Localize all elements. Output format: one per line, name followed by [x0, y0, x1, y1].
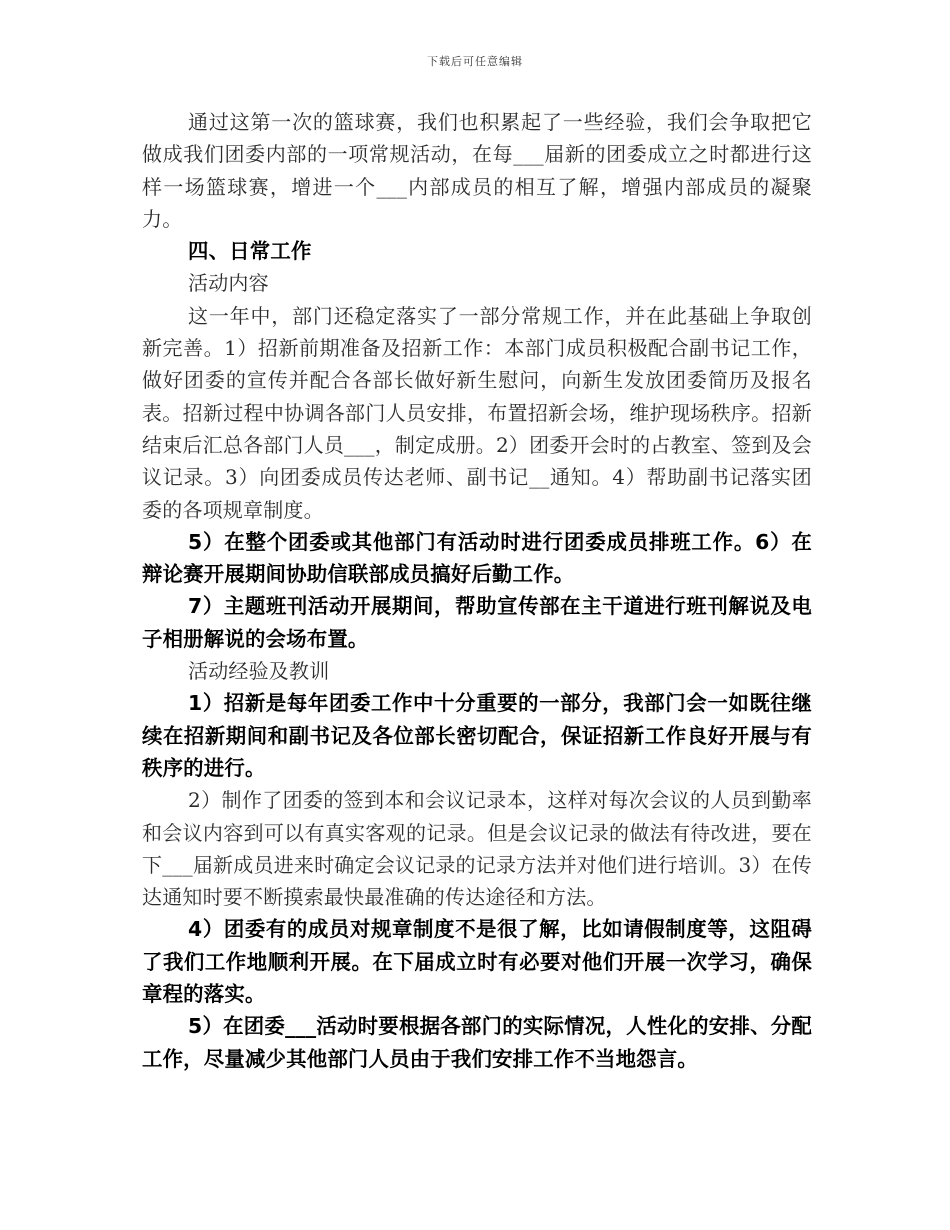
paragraph-rules-study: 4）团委有的成员对规章制度不是很了解，比如请假制度等，这阻碍了我们工作地顺利开展。在下届成立时有必要对他们开展一次学习，确保章程的落实。	[142, 917, 812, 1007]
document-body	[142, 106, 812, 1075]
paragraph-scheduling-logistics: 5）在整个团委或其他部门有活动时进行团委成员排班工作。6）在辩论赛开展期间协助信联部成员搞好后勤工作。	[142, 529, 812, 587]
page-header: 下载后可任意编辑	[427, 55, 523, 68]
paragraph-recruitment-lesson: 1）招新是每年团委工作中十分重要的一部分，我部门会一如既往继续在招新期间和副书记及各位部长密切配合，保证招新工作良好开展与有秩序的进行。	[142, 691, 812, 780]
paragraph-meeting-records: 2）制作了团委的签到本和会议记录本，这样对每次会议的人员到勤率和会议内容到可以有真实客观的记录。但是会议记录的做法有待改进，要在下___届新成员进来时确定会议记录的记录方法并对他们进行培训。3）在传达通知时要不断摸索最快最准确的传达途径和方法。	[142, 788, 812, 910]
paragraph-routine-work: 这一年中，部门还稳定落实了一部分常规工作，并在此基础上争取创新完善。1）招新前期准备及招新工作：本部门成员积极配合副书记工作，做好团委的宣传并配合各部长做好新生慰问，向新生发放团委简历及报名表。招新过程中协调各部门人员安排，布置招新会场，维护现场秩序。招新结束后汇总各部门人员___，制定成册。2）团委开会时的占教室、签到及会议记录。3）向团委成员传达老师、副书记__通知。4）帮助副书记落实团委的各项规章制度。	[142, 303, 812, 522]
subheading-experience-lessons: 活动经验及教训	[188, 659, 330, 684]
paragraph-work-allocation: 5）在团委___活动时要根据各部门的实际情况，人性化的安排、分配工作，尽量减少其他部门人员由于我们安排工作不当地怨言。	[142, 1014, 812, 1071]
paragraph-class-journal: 7）主题班刊活动开展期间，帮助宣传部在主干道进行班刊解说及电子相册解说的会场布置。	[142, 594, 812, 651]
section-heading-daily-work: 四、日常工作	[188, 239, 312, 264]
subheading-activity-content: 活动内容	[188, 271, 269, 296]
paragraph-basketball-summary: 通过这第一次的篮球赛，我们也积累起了一些经验，我们会争取把它做成我们团委内部的一项常规活动，在每___届新的团委成立之时都进行这样一场篮球赛，增进一个___内部成员的相互了解，增强内部成员的凝聚力。	[142, 110, 812, 231]
